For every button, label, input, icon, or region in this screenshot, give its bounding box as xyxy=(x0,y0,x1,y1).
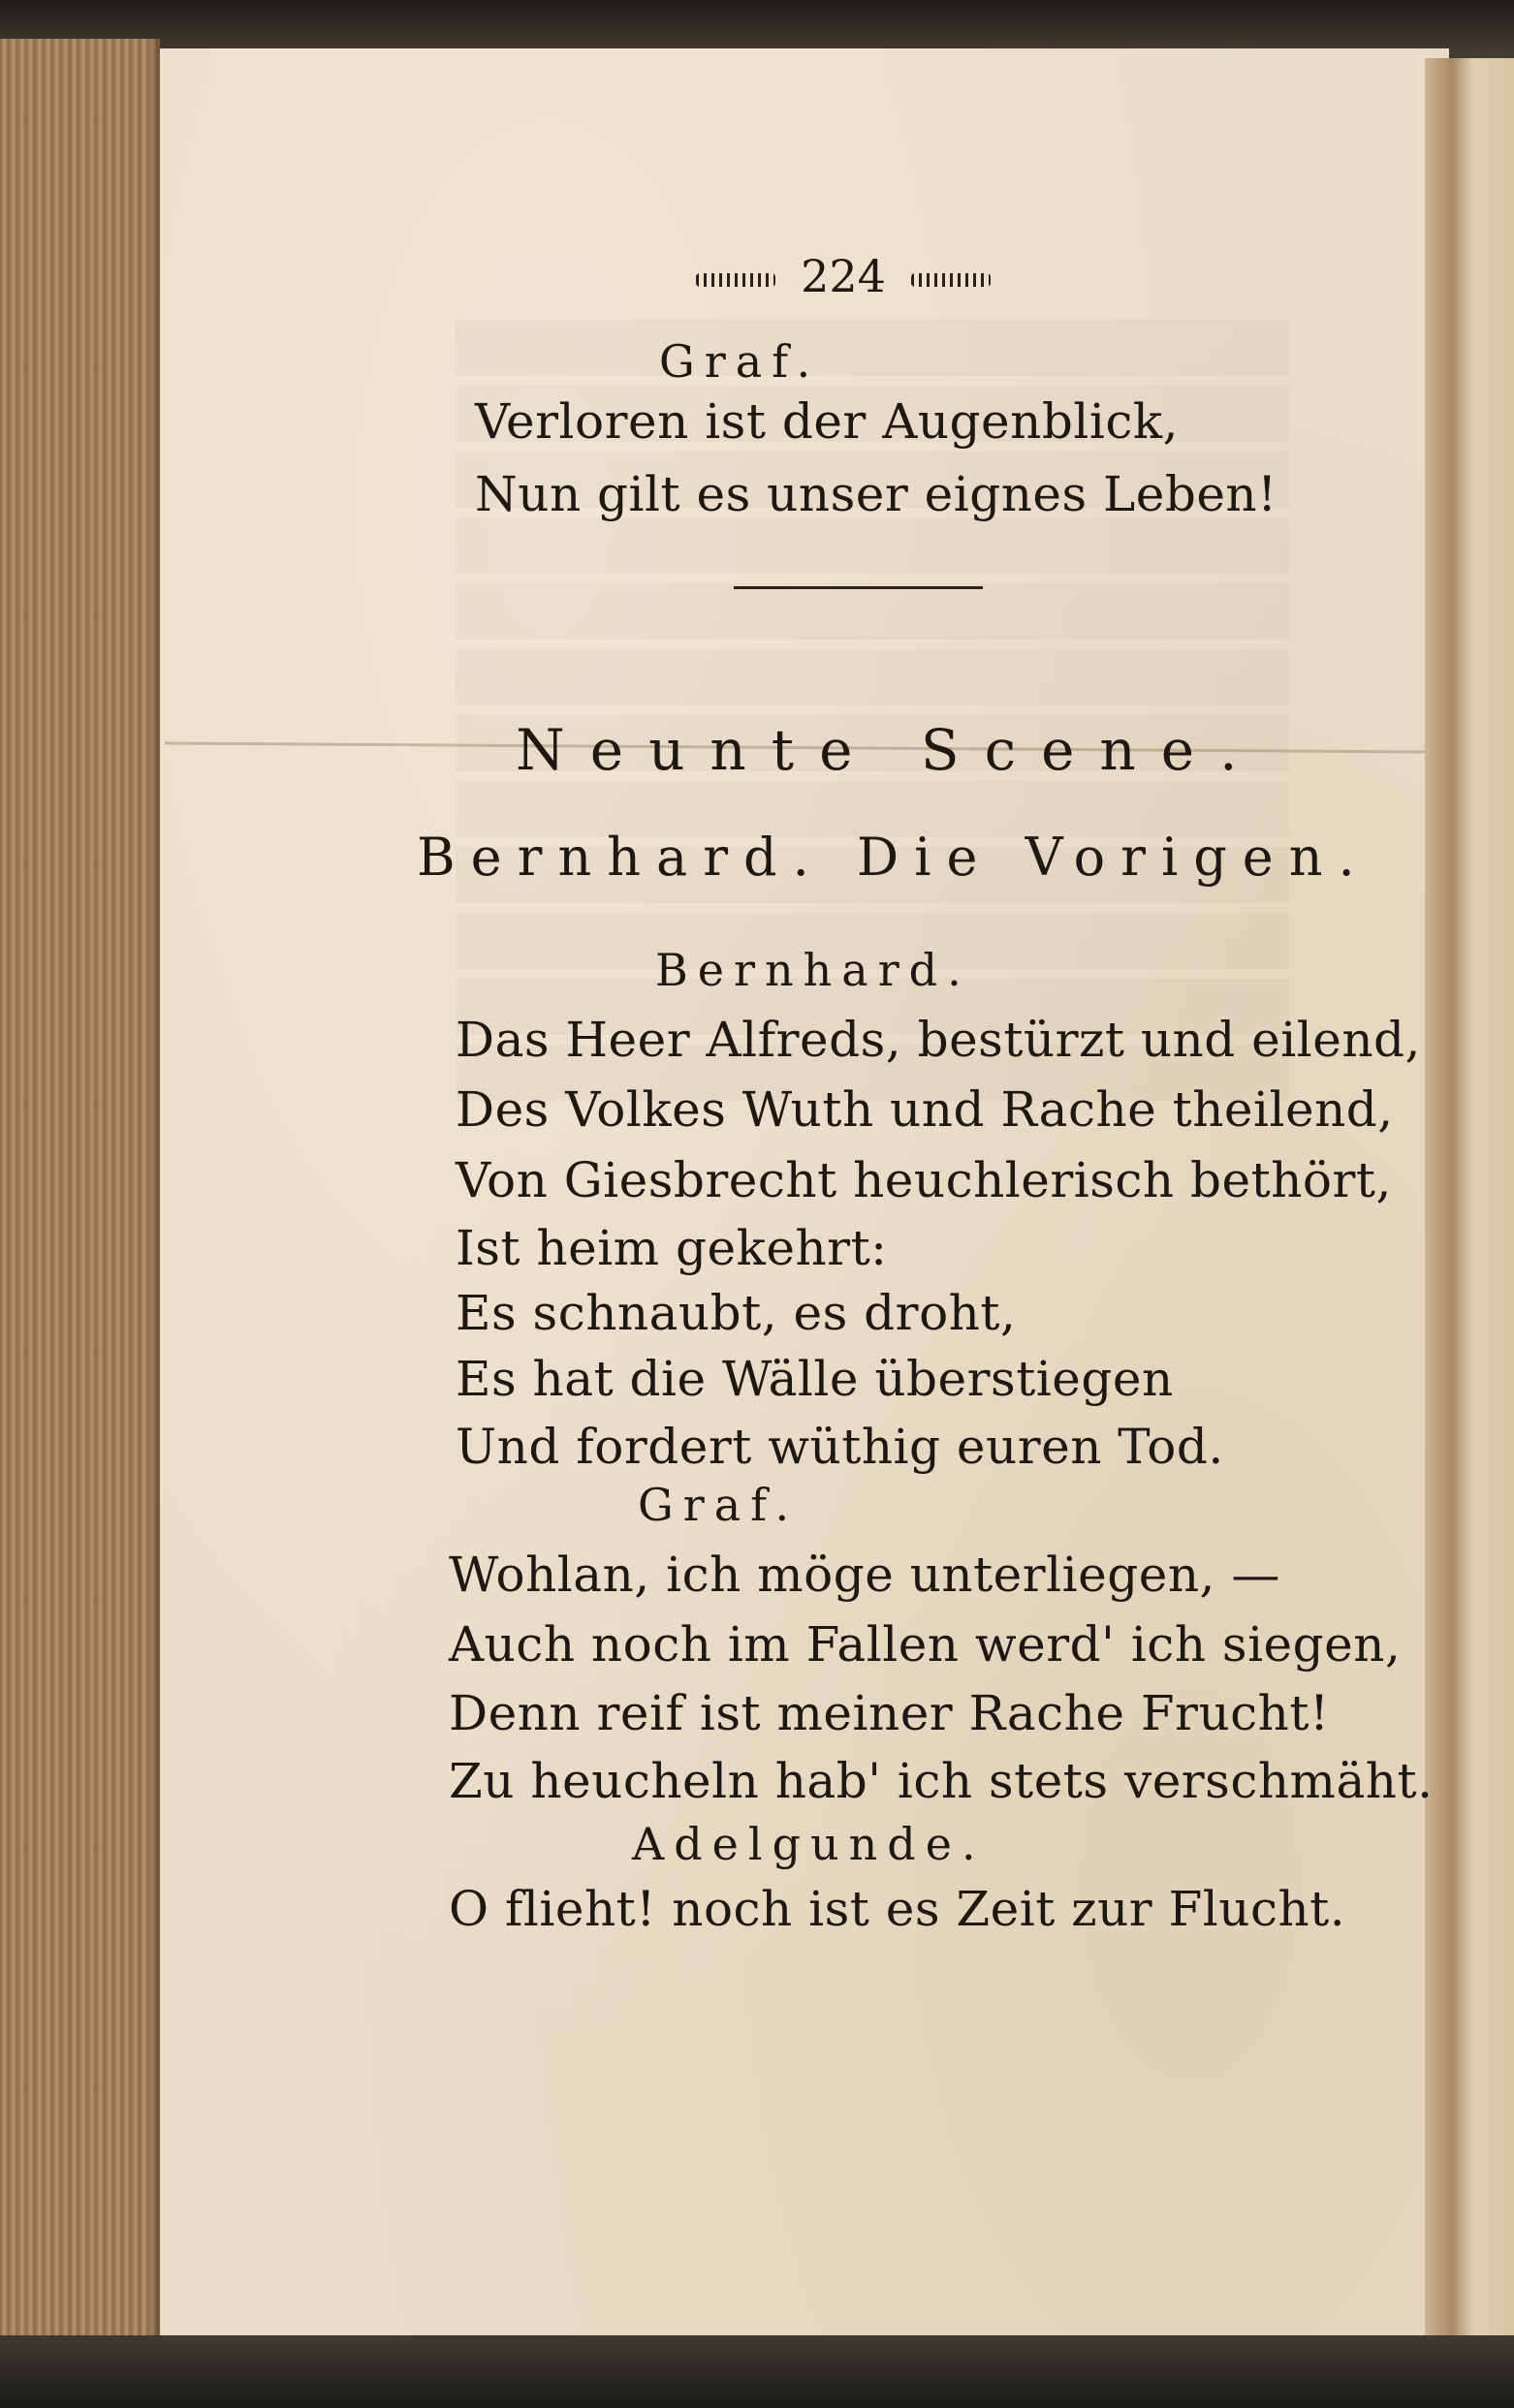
verse-line: Das Heer Alfreds, bestürzt und eilend, xyxy=(456,1012,1421,1068)
verse-line: Des Volkes Wuth und Rache theilend, xyxy=(456,1081,1394,1138)
book-cover-bottom-edge xyxy=(0,2335,1514,2408)
verse-line: Auch noch im Fallen werd' ich siegen, xyxy=(449,1616,1402,1673)
speaker-label: Adelgunde. xyxy=(632,1818,986,1870)
speaker-label: Graf. xyxy=(659,335,821,388)
verse-line: Ist heim gekehrt: xyxy=(456,1220,888,1276)
verse-line: Denn reif ist meiner Rache Frucht! xyxy=(449,1685,1330,1741)
verse-line: Wohlan, ich möge unterliegen, — xyxy=(449,1547,1280,1603)
page-stack-edge xyxy=(0,39,160,2355)
page-number-header xyxy=(601,250,1086,302)
speaker-label: Bernhard. xyxy=(655,944,971,996)
section-divider xyxy=(734,586,983,589)
verse-line: Verloren ist der Augenblick, xyxy=(475,393,1180,450)
verse-line: Es schnaubt, es droht, xyxy=(456,1285,1017,1341)
page-number: 224 xyxy=(801,250,886,302)
verse-line: Und fordert wüthig euren Tod. xyxy=(456,1419,1224,1475)
verse-line: O flieht! noch ist es Zeit zur Flucht. xyxy=(449,1881,1346,1937)
scene-title: Neunte Scene. xyxy=(516,717,1263,783)
verse-line: Von Giesbrecht heuchlerisch bethört, xyxy=(456,1152,1392,1208)
verse-line: Es hat die Wälle überstiegen xyxy=(456,1351,1174,1407)
ornament-left-icon xyxy=(696,273,775,287)
speaker-label: Graf. xyxy=(638,1479,800,1531)
facing-page-edge xyxy=(1425,58,1514,2345)
verse-line: Nun gilt es unser eignes Leben! xyxy=(475,466,1277,522)
cast-list: Bernhard. Die Vorigen. xyxy=(417,827,1371,888)
ornament-right-icon xyxy=(911,273,991,287)
verse-line: Zu heucheln hab' ich stets verschmäht. xyxy=(449,1753,1434,1809)
